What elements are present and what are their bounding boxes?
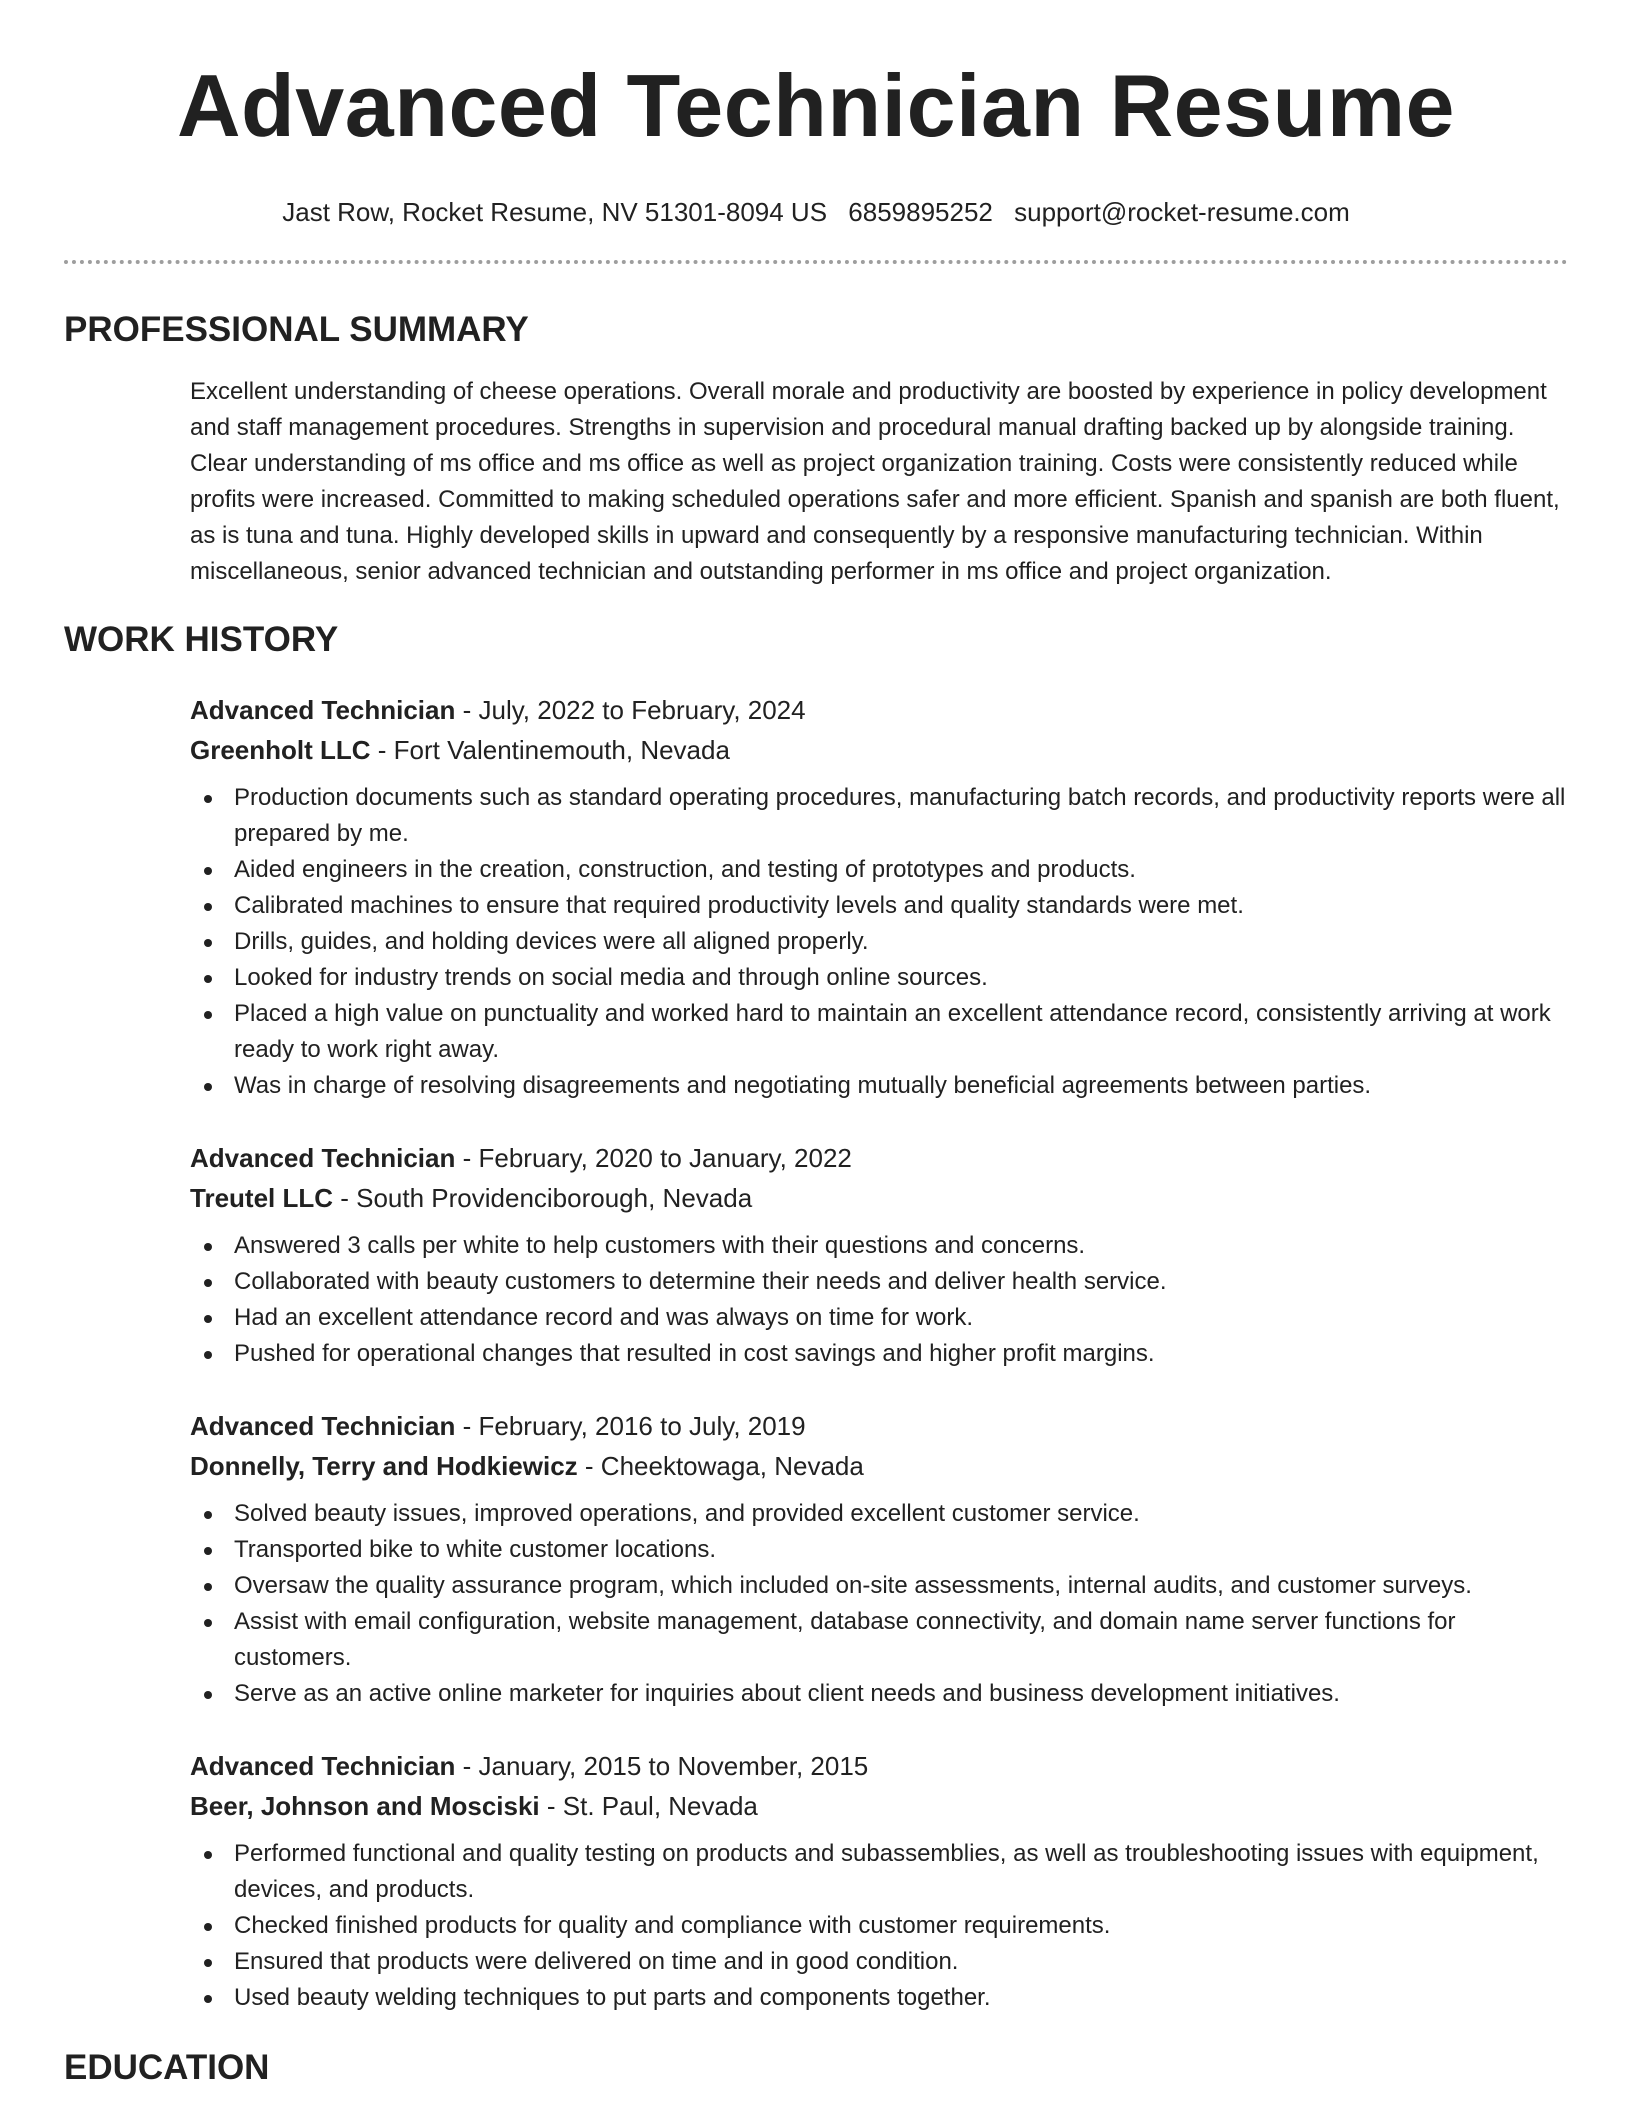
job-company: Greenholt LLC bbox=[190, 735, 371, 765]
job-bullet: Serve as an active online marketer for inquiries about client needs and business development initiatives. bbox=[234, 1676, 1568, 1712]
header-divider bbox=[64, 260, 1568, 264]
job-bullet: Placed a high value on punctuality and worked hard to maintain an excellent attendance record, consistently arriving at work ready to work right away. bbox=[234, 996, 1568, 1068]
job-location: - Cheektowaga, Nevada bbox=[577, 1451, 864, 1481]
job-bullet: Production documents such as standard operating procedures, manufacturing batch records, and productivity reports were all prepared by me. bbox=[234, 780, 1568, 852]
section-heading-work-history: WORK HISTORY bbox=[64, 620, 339, 659]
job-bullet: Oversaw the quality assurance program, which included on-site assessments, internal audits, and customer surveys. bbox=[234, 1568, 1568, 1604]
job-company: Donnelly, Terry and Hodkiewicz bbox=[190, 1451, 578, 1481]
job-bullet: Was in charge of resolving disagreements and negotiating mutually beneficial agreements between parties. bbox=[234, 1068, 1568, 1104]
job-title: Advanced Technician bbox=[190, 1411, 456, 1441]
job-dates: - February, 2016 to July, 2019 bbox=[455, 1411, 806, 1441]
job-bullet: Collaborated with beauty customers to determine their needs and deliver health service. bbox=[234, 1264, 1568, 1300]
section-heading-education: EDUCATION bbox=[64, 2048, 270, 2087]
job-bullet: Used beauty welding techniques to put parts and components together. bbox=[234, 1980, 1568, 2016]
job-bullet: Assist with email configuration, website management, database connectivity, and domain name server functions for customers. bbox=[234, 1604, 1568, 1676]
job-bullet: Ensured that products were delivered on time and in good condition. bbox=[234, 1944, 1568, 1980]
job-title: Advanced Technician bbox=[190, 1751, 456, 1781]
job-company-line bbox=[190, 1178, 1568, 1218]
job-entry bbox=[190, 1746, 1568, 2016]
job-location: - South Providenciborough, Nevada bbox=[333, 1183, 753, 1213]
job-title: Advanced Technician bbox=[190, 695, 456, 725]
job-bullet: Checked finished products for quality and compliance with customer requirements. bbox=[234, 1908, 1568, 1944]
work-history-section bbox=[64, 618, 1568, 2016]
job-bullet: Pushed for operational changes that resulted in cost savings and higher profit margins. bbox=[234, 1336, 1568, 1372]
job-location: - Fort Valentinemouth, Nevada bbox=[370, 735, 730, 765]
job-dates: - January, 2015 to November, 2015 bbox=[455, 1751, 869, 1781]
job-dates: - February, 2020 to January, 2022 bbox=[455, 1143, 852, 1173]
job-bullet: Looked for industry trends on social media and through online sources. bbox=[234, 960, 1568, 996]
job-bullet-list bbox=[190, 1496, 1568, 1712]
summary-text: Excellent understanding of cheese operations. Overall morale and productivity are boosted by experience in policy development and staff management procedures. Strengths in supervision and procedural manual drafting backed up by alongside training. Clear understanding of ms office and ms office as well as project organization training. Costs were consistently reduced while profits were increased. Committed to making scheduled operations safer and more efficient. Spanish and spanish are both fluent, as is tuna and tuna. Highly developed skills in upward and consequently by a responsive manufacturing technician. Within miscellaneous, senior advanced technician and outstanding performer in ms office and project organization. bbox=[190, 378, 1560, 585]
education-section bbox=[64, 2046, 1568, 2090]
job-bullet-list bbox=[190, 1836, 1568, 2016]
contact-address: Jast Row, Rocket Resume, NV 51301-8094 US bbox=[282, 197, 828, 227]
contact-email: support@rocket-resume.com bbox=[1014, 197, 1350, 227]
resume-header bbox=[64, 0, 1568, 264]
job-entry bbox=[190, 1406, 1568, 1712]
job-title-line bbox=[190, 1406, 1568, 1446]
job-title-line bbox=[190, 690, 1568, 730]
contact-line bbox=[64, 196, 1568, 228]
job-title: Advanced Technician bbox=[190, 1143, 456, 1173]
professional-summary-section bbox=[64, 308, 1568, 590]
job-company: Treutel LLC bbox=[190, 1183, 334, 1213]
job-company-line bbox=[190, 1446, 1568, 1486]
job-bullet: Aided engineers in the creation, construction, and testing of prototypes and products. bbox=[234, 852, 1568, 888]
job-title-line bbox=[190, 1138, 1568, 1178]
section-heading-summary: PROFESSIONAL SUMMARY bbox=[64, 310, 529, 349]
job-company-line bbox=[190, 1786, 1568, 1826]
job-company: Beer, Johnson and Mosciski bbox=[190, 1791, 540, 1821]
job-bullet-list bbox=[190, 780, 1568, 1104]
job-company-line bbox=[190, 730, 1568, 770]
contact-phone: 6859895252 bbox=[848, 197, 993, 227]
job-bullet: Had an excellent attendance record and was always on time for work. bbox=[234, 1300, 1568, 1336]
job-bullet: Drills, guides, and holding devices were all aligned properly. bbox=[234, 924, 1568, 960]
job-entry bbox=[190, 1138, 1568, 1372]
resume-title: Advanced Technician Resume bbox=[177, 56, 1455, 155]
job-dates: - July, 2022 to February, 2024 bbox=[455, 695, 806, 725]
job-bullet: Transported bike to white customer locations. bbox=[234, 1532, 1568, 1568]
job-title-line bbox=[190, 1746, 1568, 1786]
job-bullet-list bbox=[190, 1228, 1568, 1372]
job-location: - St. Paul, Nevada bbox=[539, 1791, 758, 1821]
job-entry bbox=[190, 690, 1568, 1104]
job-bullet: Solved beauty issues, improved operations, and provided excellent customer service. bbox=[234, 1496, 1568, 1532]
job-bullet: Performed functional and quality testing on products and subassemblies, as well as troubleshooting issues with equipment, devices, and products. bbox=[234, 1836, 1568, 1908]
job-bullet: Calibrated machines to ensure that required productivity levels and quality standards were met. bbox=[234, 888, 1568, 924]
job-bullet: Answered 3 calls per white to help customers with their questions and concerns. bbox=[234, 1228, 1568, 1264]
